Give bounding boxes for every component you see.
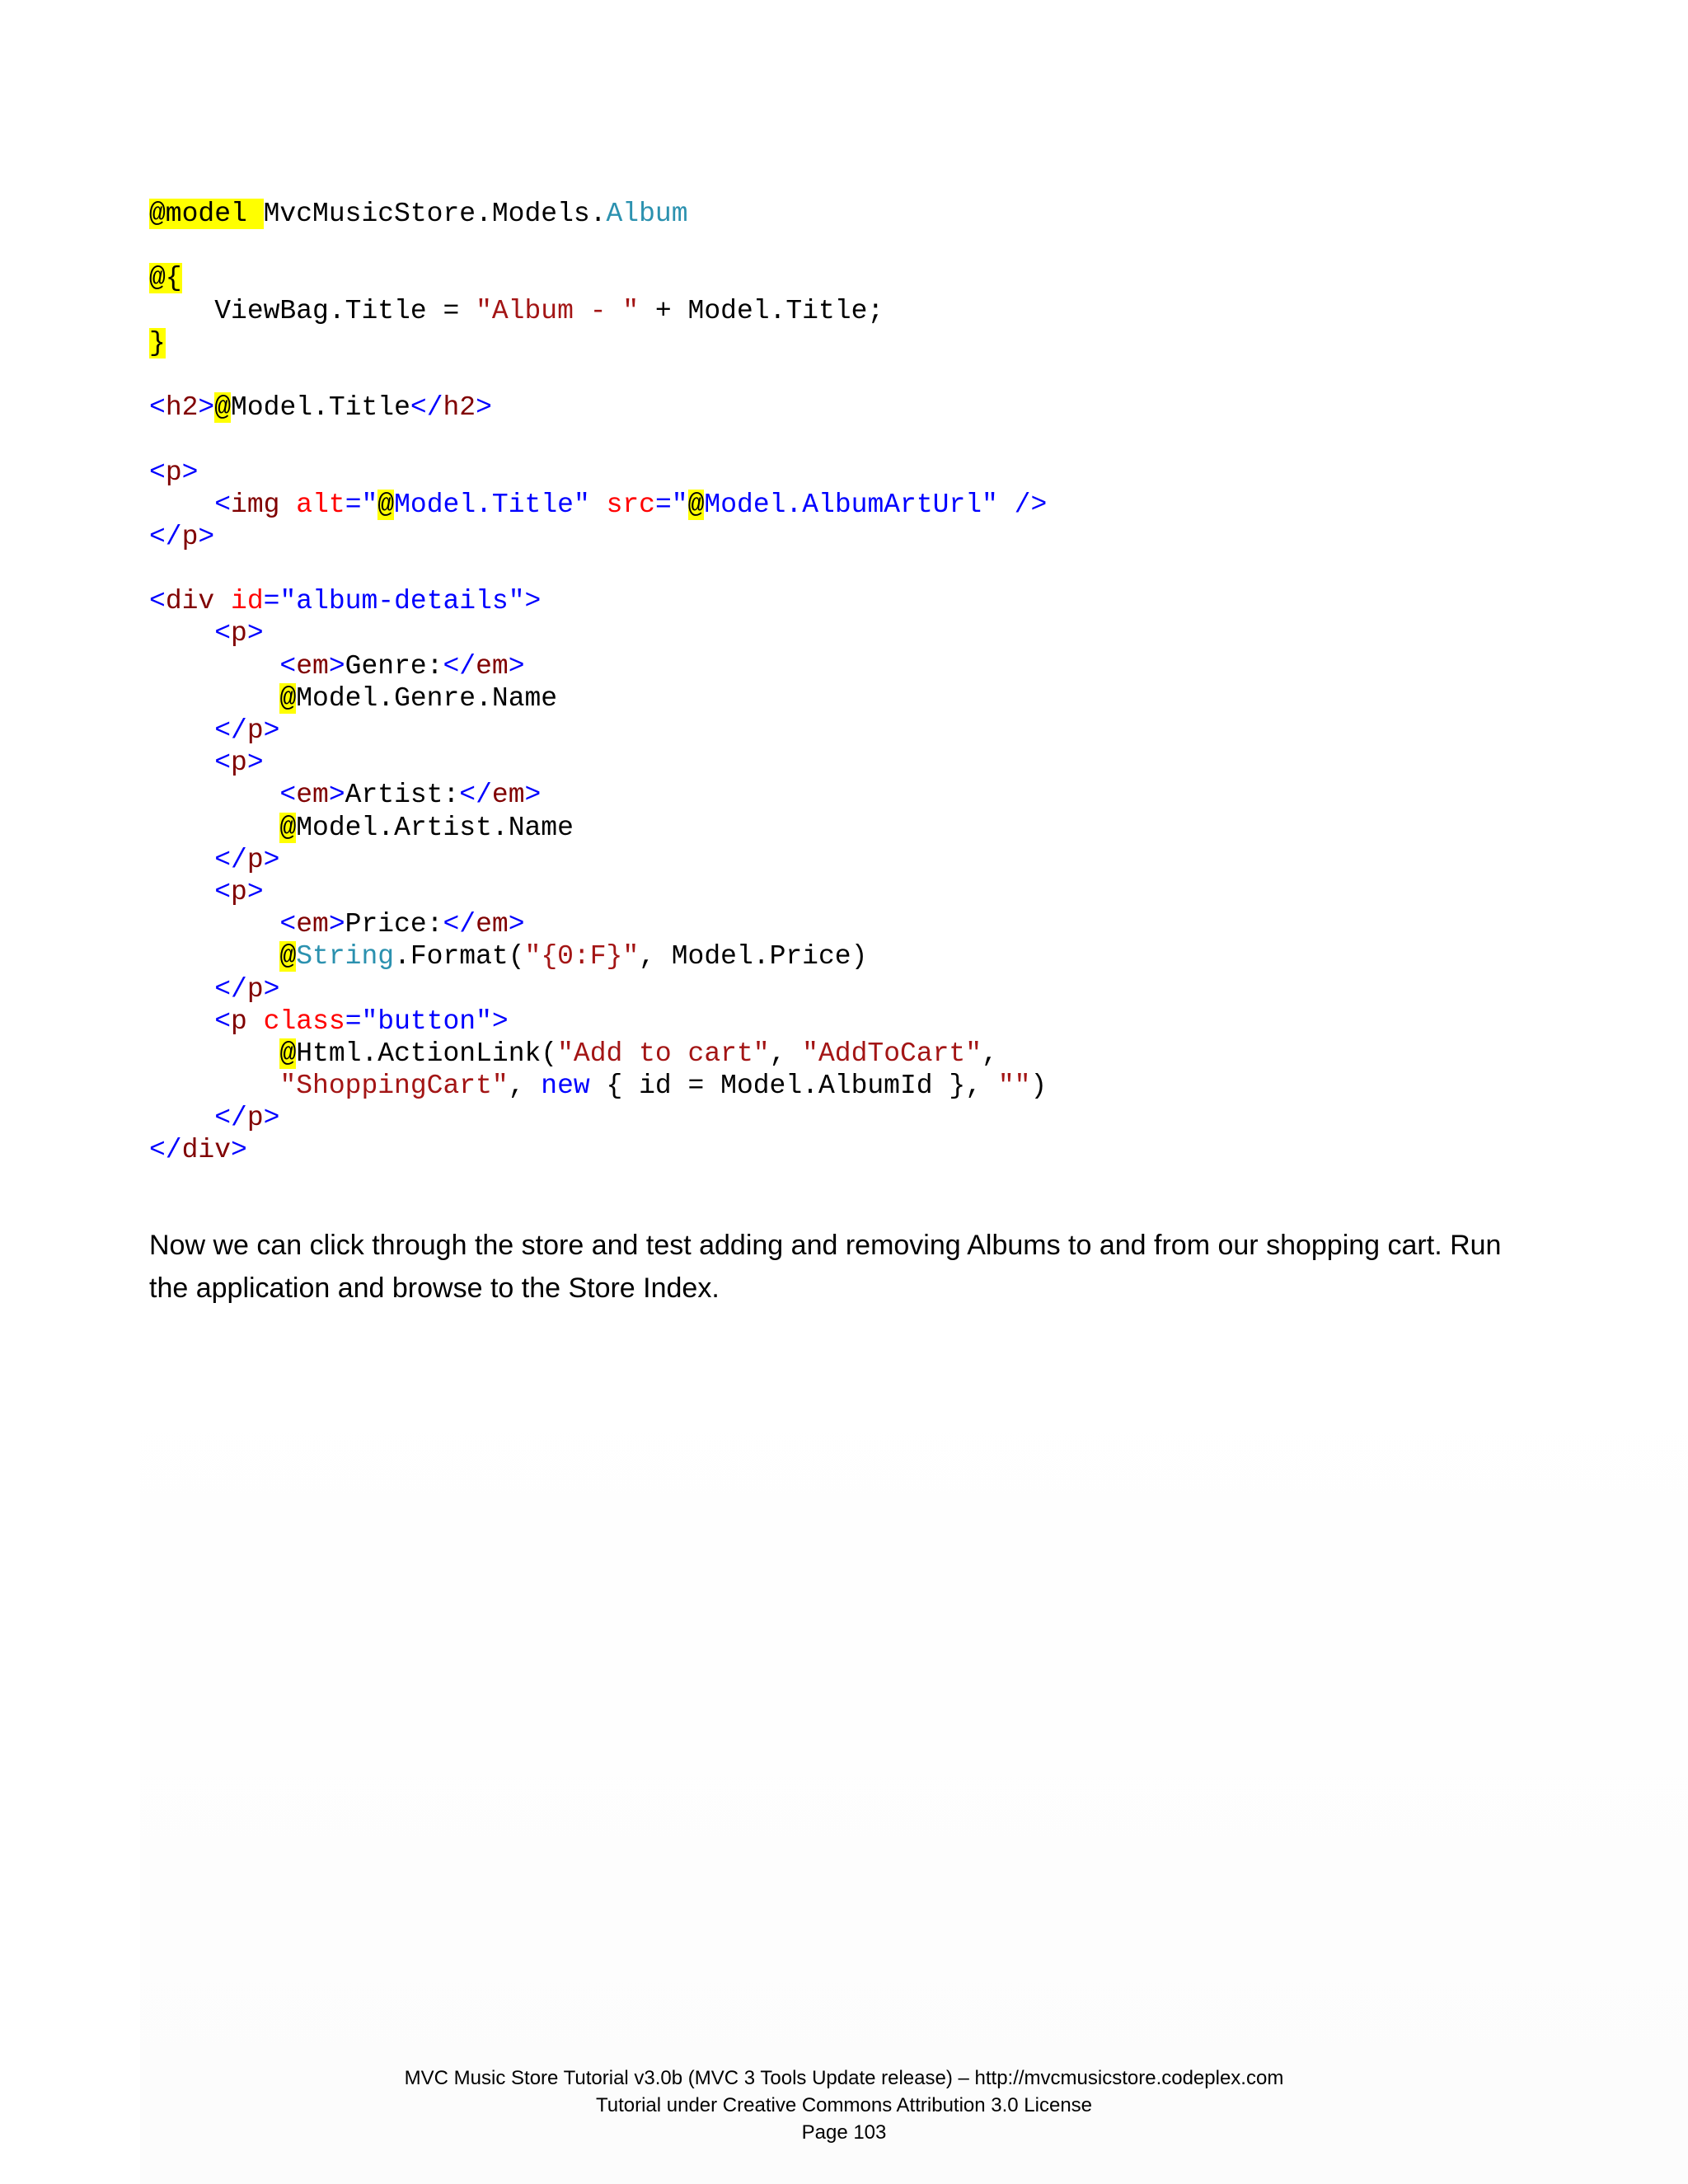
code-token — [247, 1006, 264, 1037]
razor-highlight: @ — [279, 941, 297, 972]
code-token: </ — [410, 392, 443, 424]
code-token: > — [263, 715, 280, 746]
code-line — [149, 650, 1550, 682]
code-token: Artist: — [345, 780, 460, 811]
code-token: "Album - " — [476, 295, 640, 326]
code-line — [149, 359, 1550, 391]
razor-highlight: @ — [687, 489, 705, 520]
code-token: em — [476, 650, 509, 682]
code-token: em — [296, 780, 329, 811]
code-token: </ — [149, 715, 247, 746]
code-token: > — [328, 780, 345, 811]
code-line — [149, 489, 1550, 521]
code-token: new — [541, 1071, 590, 1102]
code-token: "Add to cart" — [557, 1038, 770, 1069]
code-token: < — [149, 618, 232, 649]
razor-highlight: } — [149, 327, 166, 359]
page-background — [140, 1360, 1688, 2184]
code-token: Genre: — [345, 650, 443, 682]
code-line — [149, 262, 1550, 294]
code-token: < — [149, 650, 297, 682]
code-token: ViewBag.Title = — [149, 295, 476, 326]
code-line — [149, 424, 1550, 456]
code-token: , Model.Price) — [639, 941, 868, 972]
code-line — [149, 973, 1550, 1005]
code-token: > — [328, 650, 345, 682]
footer-license: Tutorial under Creative Commons Attribution 3.0 License — [595, 2094, 1093, 2116]
code-token: ="album-details"> — [263, 586, 542, 617]
code-line — [149, 457, 1550, 489]
code-line — [149, 521, 1550, 553]
code-line — [149, 940, 1550, 972]
code-token: < — [149, 909, 297, 940]
code-token — [149, 813, 279, 843]
code-token: </ — [149, 1103, 247, 1134]
code-token: < — [149, 392, 166, 424]
code-token: < — [149, 748, 232, 779]
razor-highlight: @model — [149, 199, 264, 229]
code-token: p — [246, 973, 264, 1005]
razor-highlight: @ — [214, 392, 232, 424]
code-line — [149, 553, 1550, 585]
code-token: > — [246, 748, 264, 779]
code-token: , — [508, 1071, 542, 1102]
code-line — [149, 1134, 1550, 1166]
code-token: > — [181, 457, 199, 488]
code-token — [149, 1038, 279, 1069]
code-token: class — [263, 1005, 345, 1037]
code-token: em — [491, 780, 525, 811]
code-token: p — [165, 457, 182, 488]
code-token: > — [508, 909, 525, 940]
code-token: Model.AlbumArtUrl" — [704, 489, 998, 520]
code-token: alt — [296, 489, 345, 520]
code-token: h2 — [443, 392, 476, 424]
code-token: </ — [459, 780, 492, 811]
page-footer — [0, 2064, 1688, 2146]
code-token: < — [149, 780, 297, 811]
code-line — [149, 715, 1550, 747]
code-token: > — [328, 909, 345, 940]
page-number: Page 103 — [801, 2121, 887, 2144]
code-token: p — [231, 876, 247, 907]
code-token: p — [231, 618, 247, 649]
code-token: > — [524, 780, 542, 811]
code-token — [279, 490, 296, 520]
code-token: </ — [149, 844, 247, 875]
razor-highlight: @ — [377, 489, 395, 520]
code-token: , — [769, 1038, 803, 1069]
code-token: p — [246, 844, 264, 875]
code-line — [149, 230, 1550, 262]
code-token: > — [508, 650, 525, 682]
razor-highlight: @ — [279, 1038, 297, 1069]
code-line — [149, 747, 1550, 779]
code-token: > — [263, 1103, 280, 1134]
code-token: Model.Genre.Name — [296, 682, 558, 714]
code-token: .Format( — [394, 941, 525, 972]
code-token: div — [165, 586, 215, 617]
code-line — [149, 198, 1550, 230]
code-token: > — [246, 618, 264, 649]
code-token: MvcMusicStore.Models. — [263, 199, 607, 229]
code-line — [149, 585, 1550, 617]
code-line — [149, 617, 1550, 649]
razor-highlight: @ — [279, 812, 297, 843]
code-token: "{0:F}" — [524, 941, 640, 972]
code-token: "" — [997, 1071, 1031, 1102]
code-token: p — [246, 1103, 264, 1134]
code-token: + Model.Title; — [639, 295, 884, 326]
code-token: em — [296, 650, 329, 682]
code-token: , — [982, 1038, 998, 1069]
code-token: "AddToCart" — [802, 1038, 982, 1069]
code-token: img — [231, 489, 280, 520]
code-token: > — [231, 1135, 247, 1166]
code-token: < — [149, 457, 166, 488]
code-token: < — [149, 586, 166, 617]
code-line — [149, 682, 1550, 715]
code-token: Model.Title" — [394, 489, 590, 520]
code-token: < — [149, 876, 232, 907]
code-token: p — [246, 715, 264, 746]
code-token: em — [296, 909, 329, 940]
code-token: Album — [606, 199, 688, 229]
code-token: em — [476, 909, 509, 940]
code-token: </ — [443, 909, 476, 940]
code-token: Model.Title — [231, 392, 410, 424]
code-token: < — [149, 489, 232, 520]
code-token: </ — [149, 521, 182, 552]
code-token: p — [231, 748, 247, 779]
code-token — [149, 1071, 279, 1101]
paragraph-text: Now we can click through the store and test adding and removing Albums to and from our shopping cart. Run the application and browse to the Store Index. — [149, 1230, 1502, 1304]
code-token: h2 — [165, 392, 199, 424]
code-line — [149, 1070, 1550, 1102]
code-line — [149, 295, 1550, 327]
code-token: =" — [654, 489, 688, 520]
code-line — [149, 1038, 1550, 1070]
code-line — [149, 327, 1550, 359]
code-line — [149, 391, 1550, 424]
code-token: "ShoppingCart" — [279, 1071, 509, 1102]
code-token: src — [606, 489, 655, 520]
body-paragraph — [149, 1224, 1534, 1310]
code-token — [149, 683, 279, 714]
code-line — [149, 1005, 1550, 1038]
code-token: > — [263, 844, 280, 875]
code-line — [149, 779, 1550, 811]
code-token: { id = Model.AlbumId }, — [589, 1071, 998, 1102]
code-token: id — [231, 586, 264, 617]
code-line — [149, 812, 1550, 844]
code-token: p — [181, 521, 199, 552]
code-token: String — [296, 941, 395, 972]
code-token: ="button"> — [345, 1005, 509, 1037]
code-token: < — [149, 1005, 232, 1037]
code-line — [149, 1102, 1550, 1134]
code-line — [149, 908, 1550, 940]
code-line — [149, 844, 1550, 876]
code-token: /> — [997, 489, 1048, 520]
footer-title: MVC Music Store Tutorial v3.0b (MVC 3 Tools Update release) – http://mvcmusicstore.codeplex.com — [404, 2067, 1284, 2089]
code-token: > — [198, 521, 215, 552]
code-token: ) — [1030, 1071, 1048, 1102]
razor-highlight: @ — [279, 682, 297, 714]
code-token: </ — [149, 1135, 182, 1166]
code-token: div — [181, 1135, 232, 1166]
code-token: </ — [149, 973, 247, 1005]
code-token: Model.Artist.Name — [296, 812, 574, 843]
code-token: > — [246, 876, 264, 907]
code-token: > — [476, 392, 492, 424]
razor-highlight: @{ — [149, 263, 182, 294]
code-token — [214, 586, 231, 616]
code-token: </ — [443, 650, 476, 682]
code-token: > — [263, 973, 280, 1005]
code-listing — [149, 198, 1550, 1167]
code-token: Price: — [345, 909, 443, 940]
code-token: Html.ActionLink( — [296, 1038, 558, 1069]
code-token: > — [198, 392, 215, 424]
code-token: p — [231, 1005, 247, 1037]
code-token — [590, 490, 607, 520]
code-token: =" — [345, 489, 378, 520]
code-line — [149, 876, 1550, 908]
code-token — [149, 941, 279, 972]
